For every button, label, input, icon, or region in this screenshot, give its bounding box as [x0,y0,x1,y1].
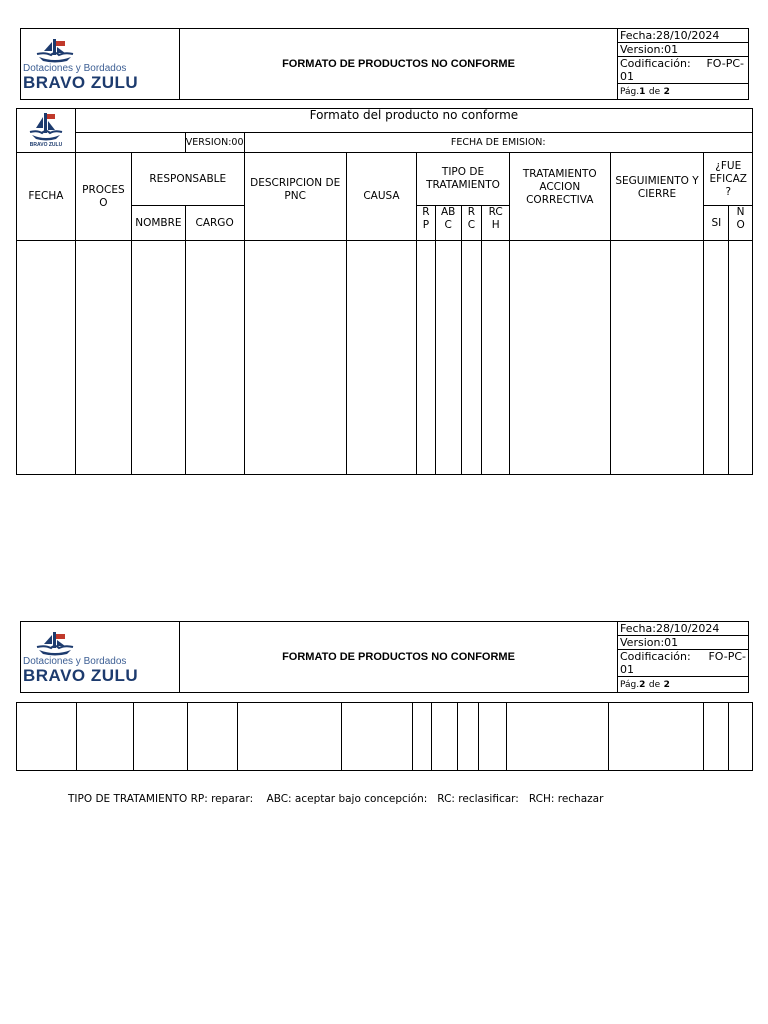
cell-no[interactable] [729,241,753,475]
cell-rc[interactable] [461,241,482,475]
col-tratamiento-accion: TRATAMIENTO ACCION CORRECTIVA [510,153,611,241]
cell-proceso[interactable] [75,241,131,475]
blank-cell [75,133,185,153]
fecha-field: Fecha:28/10/2024 [618,622,749,636]
col-cargo: CARGO [185,206,244,241]
page1-header [20,28,749,100]
document-title: FORMATO DE PRODUCTOS NO CONFORME [180,622,618,693]
col-tipo-tratamiento: TIPO DE TRATAMIENTO [417,153,510,206]
form-title: Formato del producto no conforme [75,109,752,133]
ship-logo-icon-small [28,109,64,147]
treatment-legend: TIPO DE TRATAMIENTO RP: reparar: ABC: aceptar bajo concepción: RC: reclasificar: RCH: rechazar [68,793,604,805]
cell-seguimiento[interactable] [610,241,704,475]
ship-logo-icon [35,630,75,656]
col-abc: AB C [435,206,461,241]
col-nombre: NOMBRE [132,206,186,241]
company-logo [21,29,180,100]
cell-tratamiento[interactable] [510,241,611,475]
codificacion-field: Codificación: FO-PC- 01 [618,650,749,677]
col-no: N O [729,206,753,241]
version-field: Version:01 [618,636,749,650]
cell-rp[interactable] [417,241,436,475]
cell-abc[interactable] [435,241,461,475]
cell-cargo[interactable] [185,241,244,475]
document-title: FORMATO DE PRODUCTOS NO CONFORME [180,29,618,100]
logo-subtitle: Dotaciones y Bordados [23,656,127,667]
cell-si[interactable] [704,241,729,475]
cell-rch[interactable] [482,241,510,475]
cell-descripcion[interactable] [244,241,346,475]
col-seguimiento: SEGUIMIENTO Y CIERRE [610,153,704,241]
col-fue-eficaz: ¿FUE EFICAZ ? [704,153,753,206]
fecha-emision-label: FECHA DE EMISION: [244,133,752,153]
logo-small-name: BRAVO ZULU [29,142,63,147]
codificacion-field: Codificación: FO-PC- 01 [618,57,749,84]
col-causa: CAUSA [346,153,416,241]
page2-header [20,621,749,693]
table-row [17,241,753,475]
page-number: Pág.2 de 2 [618,677,749,693]
fecha-field: Fecha:28/10/2024 [618,29,749,43]
company-logo-2 [21,622,180,693]
cell-fecha[interactable] [17,241,76,475]
col-rp: R P [417,206,436,241]
col-rc: R C [461,206,482,241]
table-row [17,703,753,771]
version-field: Version:01 [618,43,749,57]
col-responsable: RESPONSABLE [132,153,244,206]
col-descripcion: DESCRIPCION DE PNC [244,153,346,241]
logo-name: BRAVO ZULU [23,666,139,685]
cell-nombre[interactable] [132,241,186,475]
col-rch: RC H [482,206,510,241]
col-fecha: FECHA [17,153,76,241]
col-si: SI [704,206,729,241]
form-logo [17,109,76,153]
continuation-table [16,702,753,771]
ship-logo-icon [35,37,75,63]
page-number: Pág.1 de 2 [618,84,749,100]
col-proceso: PROCES O [75,153,131,241]
version-label: VERSION:00 [185,133,244,153]
logo-subtitle: Dotaciones y Bordados [23,63,127,74]
logo-name: BRAVO ZULU [23,73,139,92]
nonconforming-product-table [16,108,753,475]
cell-causa[interactable] [346,241,416,475]
